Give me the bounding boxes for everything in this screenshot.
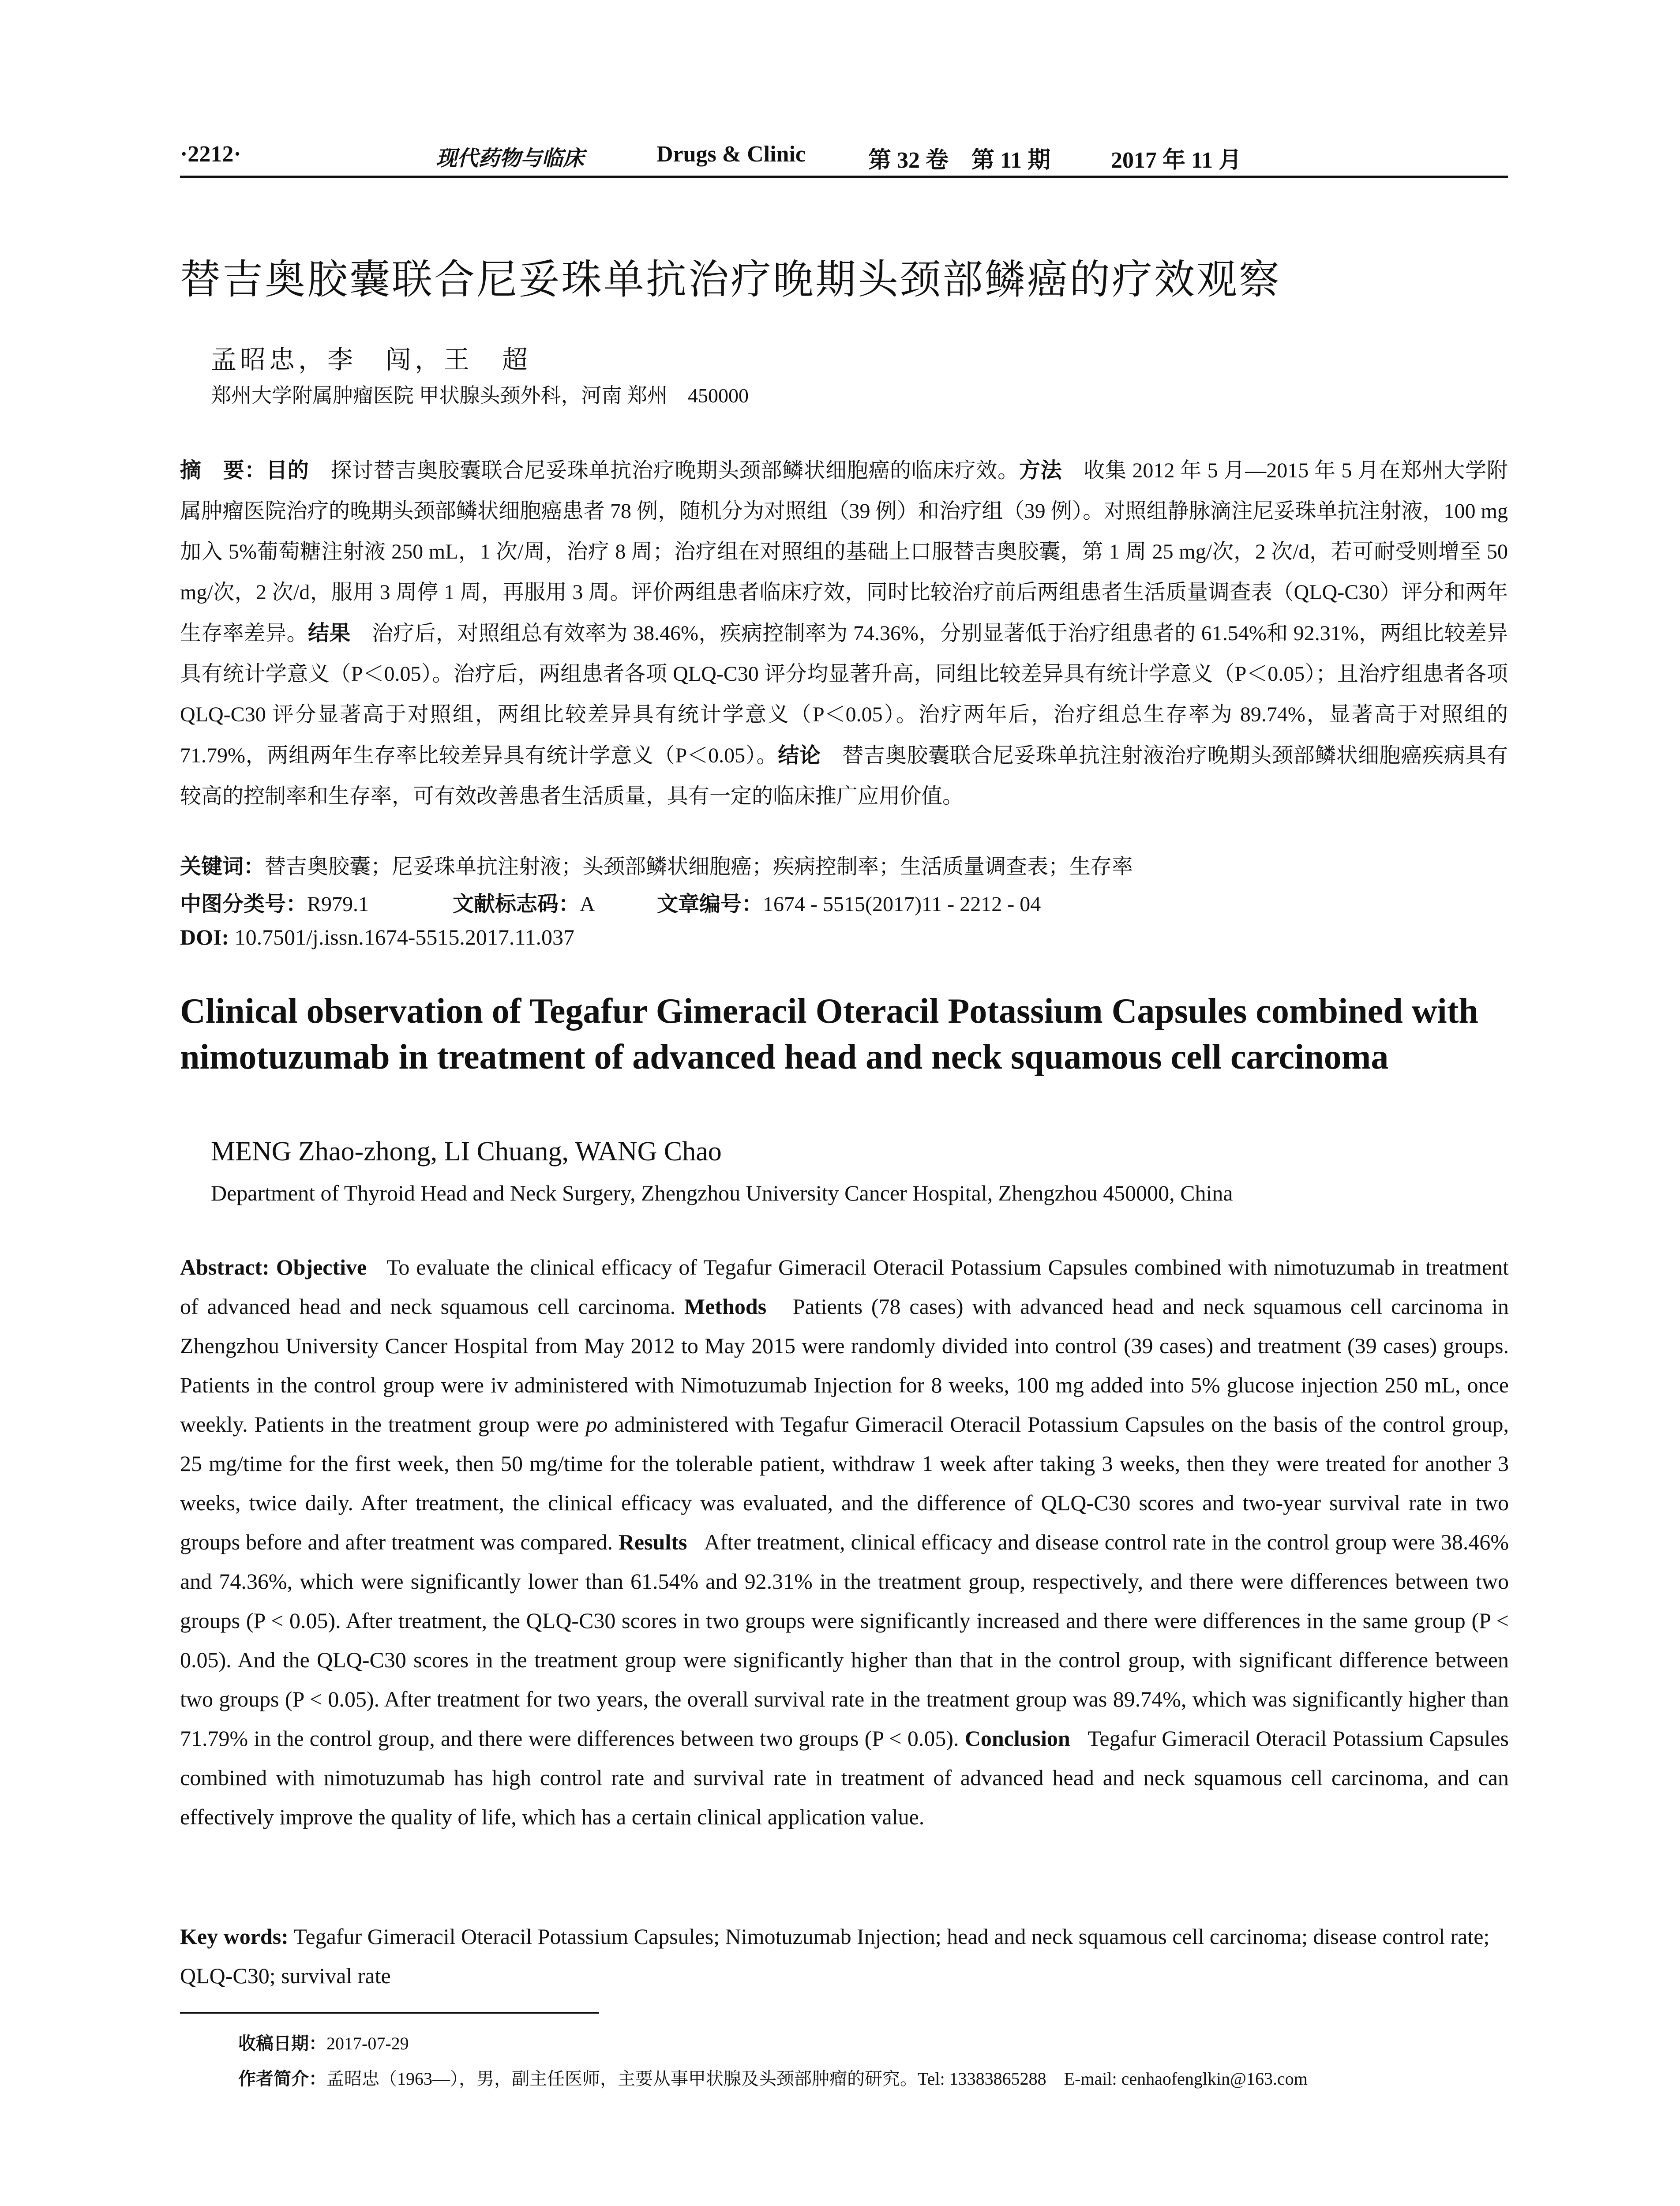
results-cn: 治疗后，对照组总有效率为 38.46%，疾病控制率为 74.36%，分别显著低于治疗组患者的 61.54%和 92.31%，两组比较差异具有统计学意义（P＜0.05）。治疗后，两组患者各项 QLQ-C30 评分均显著升高，同组比较差异具有统计学意义（P＜0.05）；且治疗组患者各项 QLQ-C30 评分显著高于对照组，两组比较差异具有统计学意义（P＜0.05）。治疗两年后，治疗组总生存率为 89.74%，显著高于对照组的 71.79%，两组两年生存率比较差异具有统计学意义（P＜0.05）。 — [180, 622, 1508, 767]
footnote-rule — [180, 2012, 599, 2014]
title-cn: 替吉奥胶囊联合尼妥珠单抗治疗晚期头颈部鳞癌的疗效观察 — [180, 256, 1282, 303]
authors-cn: 孟昭忠，李 闯，王 超 — [211, 345, 532, 375]
journal-name-cn: 现代药物与临床 — [436, 146, 585, 171]
methods-en-part2: administered with Tegafur Gimeracil Oteracil Potassium Capsules on the basis of the control group, 25 mg/time for the first week, then 50 mg/time for the tolerable patient, withdraw 1 week after taking 3 weeks, then they were treated for another 3 weeks, twice daily. After treatment, the clinical efficacy was evaluated, and the difference of QLQ-C30 scores and two-year survival rate in two groups before and after treatment was compared. — [180, 1412, 1509, 1554]
keywords-en-label: Key words: — [180, 1924, 289, 1949]
keywords-en-text: Tegafur Gimeracil Oteracil Potassium Capsules; Nimotuzumab Injection; head and neck squamous cell carcinoma; disease control rate; QLQ-C30; survival rate — [180, 1924, 1490, 1988]
title-en: Clinical observation of Tegafur Gimeracil Oteracil Potassium Capsules combined with nimotuzumab in treatment of advanced head and neck squamous cell carcinoma — [180, 992, 1478, 1077]
abstract-en-label: Abstract: — [180, 1255, 270, 1279]
keywords-en — [180, 1917, 1509, 1996]
results-cn-label: 结果 — [308, 621, 351, 645]
methods-cn: 收集 2012 年 5 月—2015 年 5 月在郑州大学附属肿瘤医院治疗的晚期头颈部鳞状细胞癌患者 78 例，随机分为对照组（39 例）和治疗组（39 例）。对照组静脉滴注尼妥珠单抗注射液，100 mg 加入 5%葡萄糖注射液 250 mL，1 次/周，治疗 8 周；治疗组在对照组的基础上口服替吉奥胶囊，第 1 周 25 mg/次，2 次/d，若可耐受则增至 50 mg/次，2 次/d，服用 3 周停 1 周，再服用 3 周。评价两组患者临床疗效，同时比较治疗前后两组患者生活质量调查表（QLQ-C30）评分和两年生存率差异。 — [180, 459, 1508, 645]
issue-date: 2017 年 11 月 — [1111, 148, 1242, 173]
abstract-cn — [180, 450, 1508, 817]
keywords-cn-label: 关键词： — [180, 854, 265, 879]
received-label: 收稿日期： — [238, 2033, 326, 2054]
footnote-author — [238, 2065, 1308, 2090]
footnote-received — [238, 2030, 409, 2055]
objective-cn-label: 目的 — [266, 458, 309, 483]
methods-cn-label: 方法 — [1019, 458, 1062, 483]
conclusion-cn-label: 结论 — [778, 743, 821, 768]
article-no-label: 文章编号： — [657, 892, 763, 916]
volume-issue: 第 32 卷 第 11 期 — [868, 148, 1051, 173]
abstract-en — [180, 1248, 1509, 1837]
methods-en-label: Methods — [684, 1294, 767, 1319]
objective-cn: 探讨替吉奥胶囊联合尼妥珠单抗治疗晚期头颈部鳞状细胞癌的临床疗效。 — [330, 459, 1019, 482]
keywords-cn-text: 替吉奥胶囊；尼妥珠单抗注射液；头颈部鳞状细胞癌；疾病控制率；生活质量调查表；生存率 — [265, 855, 1133, 878]
objective-en-label: Objective — [276, 1255, 367, 1279]
keywords-cn — [180, 849, 1133, 880]
running-header — [180, 141, 1508, 181]
objective-en: To evaluate the clinical efficacy of Tegafur Gimeracil Oteracil Potassium Capsules combined with nimotuzumab in treatment of advanced head and neck squamous cell carcinoma. — [180, 1255, 1509, 1319]
methods-en-po: po — [585, 1412, 608, 1437]
clc-label: 中图分类号： — [180, 892, 308, 916]
doc-code: A — [580, 893, 595, 916]
classification-line — [180, 887, 1041, 917]
authors-en: MENG Zhao-zhong, LI Chuang, WANG Chao — [211, 1137, 722, 1167]
page-number: ·2212· — [180, 142, 241, 167]
clc-code: R979.1 — [307, 893, 369, 916]
conclusion-en-label: Conclusion — [964, 1726, 1070, 1751]
affiliation-cn: 郑州大学附属肿瘤医院 甲状腺头颈外科，河南 郑州 450000 — [211, 384, 749, 407]
affiliation-en: Department of Thyroid Head and Neck Surgery, Zhengzhou University Cancer Hospital, Zhengzhou 450000, China — [211, 1181, 1233, 1205]
results-en: After treatment, clinical efficacy and disease control rate in the control group were 38.46% and 74.36%, which were significantly lower than 61.54% and 92.31% in the treatment group, respectively, and there were differences between two groups (P < 0.05). After treatment, the QLQ-C30 scores in two groups were significantly increased and there were differences in the same group (P < 0.05). And the QLQ-C30 scores in the treatment group were significantly higher than that in the control group, with significant difference between two groups (P < 0.05). After treatment for two years, the overall survival rate in the treatment group was 89.74%, which was significantly higher than 71.79% in the control group, and there were differences between two groups (P < 0.05). — [180, 1530, 1509, 1751]
article-no: 1674 - 5515(2017)11 - 2212 - 04 — [763, 893, 1041, 916]
conclusion-en: Tegafur Gimeracil Oteracil Potassium Capsules combined with nimotuzumab has high control rate and survival rate in treatment of advanced head and neck squamous cell carcinoma, and can effectively improve the quality of life, which has a certain clinical application value. — [180, 1726, 1509, 1829]
conclusion-cn: 替吉奥胶囊联合尼妥珠单抗注射液治疗晚期头颈部鳞状细胞癌疾病具有较高的控制率和生存率，可有效改善患者生活质量，具有一定的临床推广应用价值。 — [180, 744, 1508, 808]
doc-code-label: 文献标志码： — [453, 892, 580, 916]
header-rule — [180, 176, 1508, 178]
doi-label: DOI: — [180, 925, 229, 949]
results-en-label: Results — [618, 1530, 687, 1554]
doi-line — [180, 924, 574, 950]
doi-value: 10.7501/j.issn.1674-5515.2017.11.037 — [234, 925, 574, 949]
methods-en-part1: Patients (78 cases) with advanced head and neck squamous cell carcinoma in Zhengzhou University Cancer Hospital from May 2012 to May 2015 were randomly divided into control (39 cases) and treatment (39 cases) groups. Patients in the control group were iv administered with Nimotuzumab Injection for 8 weeks, 100 mg added into 5% glucose injection 250 mL, once weekly. Patients in the treatment group were — [180, 1294, 1509, 1437]
abstract-cn-label: 摘 要： — [180, 458, 266, 483]
author-info-label: 作者简介： — [238, 2069, 326, 2089]
journal-name-en: Drugs & Clinic — [656, 142, 806, 167]
author-info: 孟昭忠（1963—），男，副主任医师，主要从事甲状腺及头颈部肿瘤的研究。Tel: 13383865288 E-mail: cenhaofenglkin@163.com — [326, 2069, 1308, 2089]
received-date: 2017-07-29 — [326, 2033, 409, 2053]
